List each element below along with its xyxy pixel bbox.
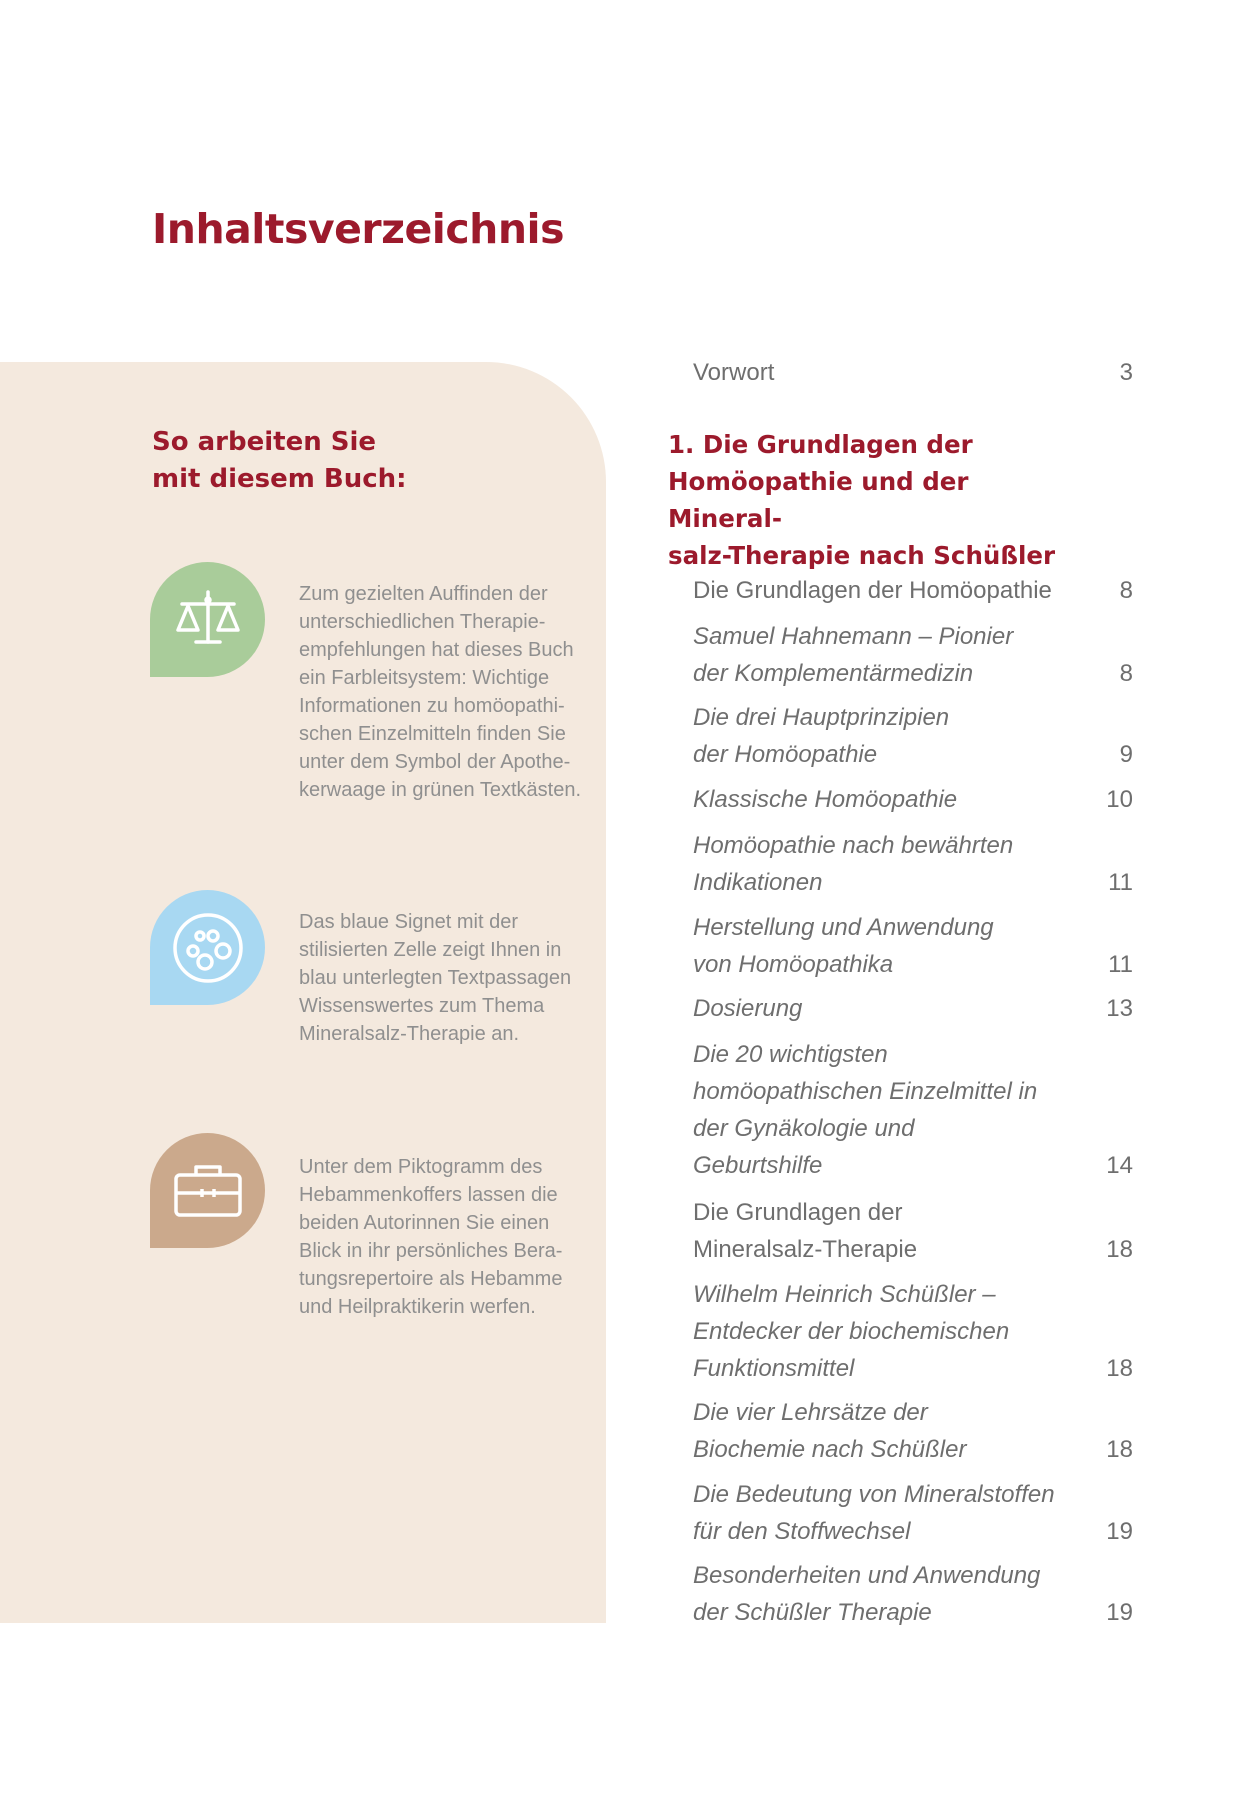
toc-entry-title: Die vier Lehrsätze der Biochemie nach Schüßler xyxy=(693,1399,967,1463)
legend-text-homeopathy: Zum gezielten Auffinden der unterschiedlichen Therapie-empfehlungen hat dieses Buch ein Farbleitsystem: Wichtige Informationen zu homöopathi-schen Einzelmitteln finden Sie unter dem Symbol der Apothe-kerwaage in grünen Textkästen. xyxy=(299,583,582,801)
toc-entry-title: Die Grundlagen der Mineralsalz-Therapie xyxy=(693,1199,918,1263)
sidebar-heading-line1: So arbeiten Sie xyxy=(152,427,377,457)
toc-chapter-1[interactable] xyxy=(668,426,1068,574)
sidebar-heading-line2: mit diesem Buch: xyxy=(152,464,407,494)
toc-entry[interactable] xyxy=(693,699,1133,773)
toc-entry-page: 13 xyxy=(1106,995,1133,1022)
toc-entry-title: Die drei Hauptprinzipien der Homöopathie xyxy=(693,704,950,768)
toc-entry[interactable] xyxy=(693,1394,1133,1468)
toc-entry[interactable] xyxy=(693,1194,1133,1268)
toc-entry-title: Besonderheiten und Anwendung der Schüßler Therapie xyxy=(693,1562,1041,1626)
page-title: Inhaltsverzeichnis xyxy=(152,205,564,253)
sidebar-heading xyxy=(152,424,407,498)
cell-icon xyxy=(150,890,265,1005)
toc-entry-page: 8 xyxy=(1119,660,1133,687)
toc-entry-page: 11 xyxy=(1108,951,1133,978)
toc-entry-title: Dosierung xyxy=(693,995,803,1022)
toc-entry[interactable] xyxy=(693,781,1133,818)
toc-entry-title: Samuel Hahnemann – Pionier der Komplementärmedizin xyxy=(693,623,1014,687)
toc-entry[interactable] xyxy=(693,827,1133,901)
toc-entry-page: 18 xyxy=(1106,1236,1133,1263)
toc-entry[interactable] xyxy=(693,1276,1133,1387)
toc-entry-title: Die 20 wichtigsten homöopathischen Einzelmittel in der Gynäkologie und Geburtshilfe xyxy=(693,1041,1038,1179)
toc-entry-page: 9 xyxy=(1119,741,1133,768)
toc-entry-page: 19 xyxy=(1106,1599,1133,1626)
toc-entry-page: 11 xyxy=(1108,869,1133,896)
case-icon xyxy=(150,1133,265,1248)
chapter-title-line: salz-Therapie nach Schüßler xyxy=(668,541,1056,570)
legend-text-midwife: Unter dem Piktogramm des Hebammenkoffers lassen die beiden Autorinnen Sie einen Blick in ihr persönliches Bera-tungsrepertoire als Hebamme und Heilpraktikerin werfen. xyxy=(299,1156,563,1318)
chapter-title-line: 1. Die Grundlagen der xyxy=(668,430,973,459)
toc-entry-page: 8 xyxy=(1119,577,1133,604)
chapter-title-line: Homöopathie und der Mineral- xyxy=(668,467,969,533)
toc-entry-vorwort[interactable] xyxy=(693,354,1133,391)
toc-entry[interactable] xyxy=(693,909,1133,983)
toc-entry-title: Wilhelm Heinrich Schüßler – Entdecker der biochemischen Funktionsmittel xyxy=(693,1281,1010,1382)
toc-entry-title: Die Grundlagen der Homöopathie xyxy=(693,577,1052,604)
toc-entry-page: 14 xyxy=(1106,1152,1133,1179)
toc-entry[interactable] xyxy=(693,572,1133,609)
toc-entry[interactable] xyxy=(693,1036,1133,1184)
toc-entry-title: Klassische Homöopathie xyxy=(693,786,958,813)
toc-entry[interactable] xyxy=(693,1557,1133,1631)
scale-icon xyxy=(150,562,265,677)
toc-entry-title: Herstellung und Anwendung von Homöopathika xyxy=(693,914,994,978)
toc-entry-title: Die Bedeutung von Mineralstoffen für den Stoffwechsel xyxy=(693,1481,1055,1545)
toc-entry-page: 10 xyxy=(1106,786,1133,813)
toc-entry[interactable] xyxy=(693,618,1133,692)
toc-entry-title: Vorwort xyxy=(693,359,775,386)
toc-entry-page: 18 xyxy=(1106,1355,1133,1382)
toc-entry-title: Homöopathie nach bewährten Indikationen xyxy=(693,832,1014,896)
toc-entry-page: 3 xyxy=(1119,359,1133,386)
toc-entry[interactable] xyxy=(693,1476,1133,1550)
toc-entry-page: 19 xyxy=(1106,1518,1133,1545)
toc-entry[interactable] xyxy=(693,990,1133,1027)
legend-text-mineral: Das blaue Signet mit der stilisierten Zelle zeigt Ihnen in blau unterlegten Textpassagen Wissenswertes zum Thema Mineralsalz-Therapie an. xyxy=(299,911,572,1045)
toc-entry-page: 18 xyxy=(1106,1436,1133,1463)
